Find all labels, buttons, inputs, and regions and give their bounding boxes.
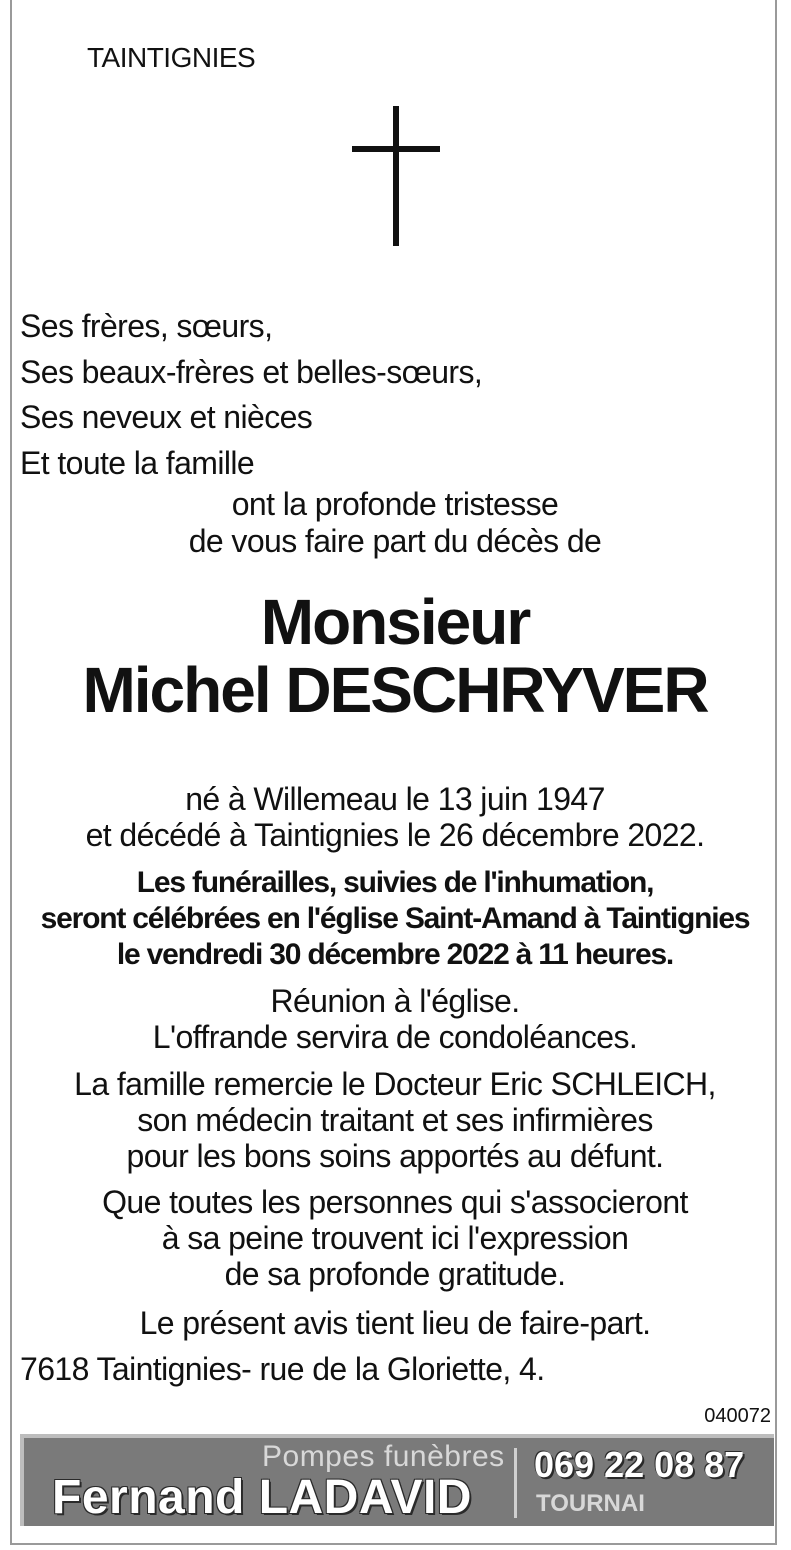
thanks-line: pour les bons soins apportés au défunt.: [126, 1138, 664, 1174]
birth-death-info: [10, 781, 780, 853]
thanks-text: [10, 1066, 780, 1174]
family-line: Ses beaux-frères et belles-sœurs,: [20, 353, 483, 390]
family-address: 7618 Taintignies- rue de la Gloriette, 4.: [20, 1351, 545, 1387]
family-list: [20, 304, 482, 486]
cross-icon: [352, 106, 440, 246]
deceased-name: Michel DESCHRYVER: [82, 654, 708, 726]
thanks-line: La famille remercie le Docteur Eric SCHLEICH,: [74, 1066, 716, 1102]
gathering-line: L'offrande servira de condoléances.: [152, 1019, 638, 1055]
funeral-home-phone: 069 22 08 87: [534, 1444, 745, 1485]
banner-divider: [514, 1448, 517, 1518]
funeral-home-banner: [20, 1434, 774, 1526]
notice-text: Le présent avis tient lieu de faire-part.: [139, 1305, 651, 1341]
locality-header: TAINTIGNIES: [87, 42, 256, 73]
family-line: Ses frères, sœurs,: [20, 308, 273, 344]
funeral-details: [10, 865, 780, 973]
gratitude-line: Que toutes les personnes qui s'associeront: [102, 1184, 688, 1220]
family-line: Ses neveux et nièces: [20, 399, 313, 435]
intro-line: de vous faire part du décès de: [188, 523, 602, 559]
gratitude-line: de sa profonde gratitude.: [224, 1256, 566, 1292]
funeral-home-city: TOURNAI: [536, 1490, 645, 1517]
announcement-intro: [10, 486, 780, 560]
deceased-title: Monsieur: [260, 586, 530, 658]
thanks-line: son médecin traitant et ses infirmières: [137, 1102, 653, 1138]
funeral-line: seront célébrées en l'église Saint-Amand à Taintignies: [40, 902, 750, 935]
family-line: Et toute la famille: [20, 444, 255, 481]
birth-line: né à Willemeau le 13 juin 1947: [185, 781, 605, 817]
gathering-info: [10, 983, 780, 1055]
funeral-home-name: Fernand LADAVID: [52, 1471, 472, 1524]
gathering-line: Réunion à l'église.: [270, 983, 520, 1019]
gratitude-text: [10, 1184, 780, 1292]
intro-line: ont la profonde tristesse: [231, 486, 559, 522]
funeral-line: le vendredi 30 décembre 2022 à 11 heures.: [116, 938, 674, 971]
death-line: et décédé à Taintignies le 26 décembre 2022.: [85, 817, 705, 853]
funeral-home-tagline: Pompes funèbres: [262, 1440, 505, 1473]
funeral-line: Les funérailles, suivies de l'inhumation,: [136, 866, 654, 899]
deceased-name-block: [10, 588, 780, 724]
reference-number: 040072: [704, 1405, 771, 1427]
gratitude-line: à sa peine trouvent ici l'expression: [161, 1220, 629, 1256]
